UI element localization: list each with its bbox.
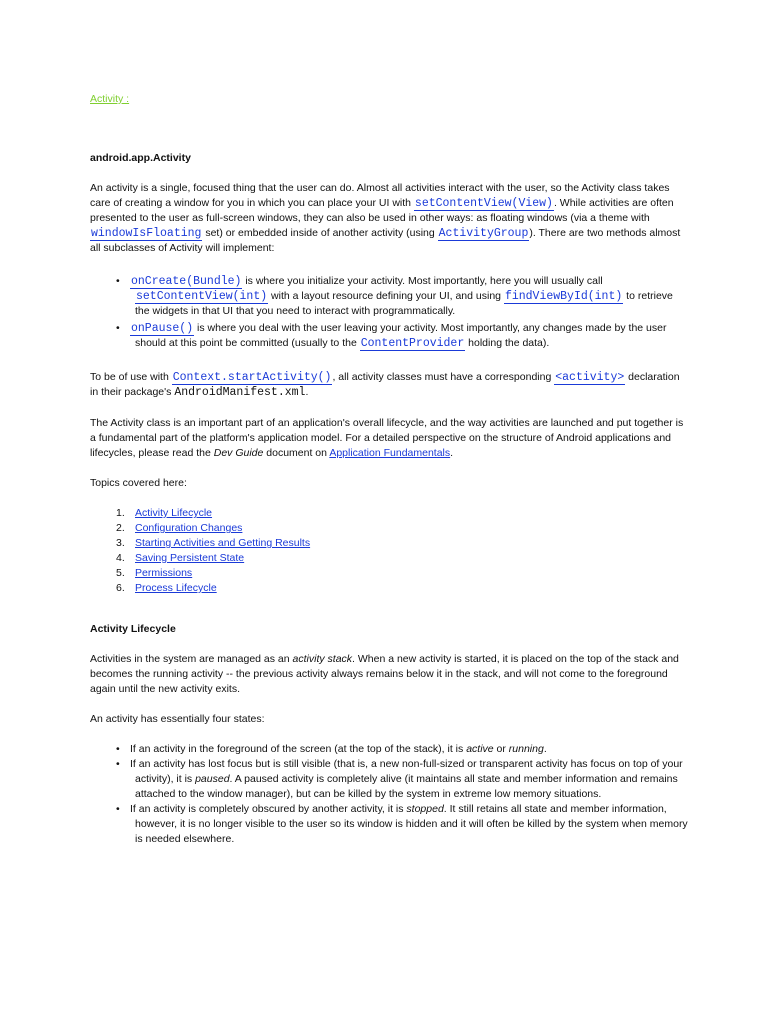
context-text: declaration in their package's bbox=[90, 371, 680, 398]
class-heading: android.app.Activity bbox=[90, 152, 191, 164]
state-text: If an activity has lost focus but is still visible (that is, a new non-full-sized or transparent activity has focus on top of your activity), it is bbox=[130, 758, 683, 785]
title-link[interactable]: Activity : bbox=[90, 93, 130, 105]
state-text: . It still retains all state and member information, however, it is no longer visible to the user so its window is hidden and it will often be killed by the system when memory is needed elsewhere. bbox=[135, 803, 688, 845]
section-heading: Activity Lifecycle bbox=[90, 623, 176, 635]
bullet-icon: • bbox=[116, 758, 120, 770]
page-title bbox=[90, 92, 690, 107]
activity-stack-text: activity stack bbox=[292, 653, 353, 665]
stack-paragraph bbox=[90, 652, 690, 697]
bullet-icon: • bbox=[116, 275, 120, 287]
method-text: to retrieve the widgets in that UI that you need to interact with programmatically. bbox=[135, 290, 673, 317]
topics-list bbox=[90, 506, 690, 596]
method-text: is where you deal with the user leaving your activity. Most importantly, any changes made by the user should at this point be committed (usually to the bbox=[135, 322, 667, 349]
list-item bbox=[90, 321, 690, 351]
setcontentview-int-link[interactable]: setContentView(int) bbox=[136, 290, 268, 303]
list-number: 6. bbox=[116, 582, 125, 594]
bullet-icon: • bbox=[116, 322, 120, 334]
bullet-icon: • bbox=[116, 803, 120, 815]
context-text: To be of use with bbox=[90, 371, 172, 383]
state-text: . bbox=[543, 743, 547, 755]
activity-tag-link[interactable]: <activity> bbox=[555, 371, 625, 384]
list-item bbox=[90, 536, 690, 551]
list-item bbox=[90, 802, 690, 847]
stack-text: . When a new activity is started, it is placed on the top of the stack and becomes the running activity -- the previous activity always remains below it in the stack, and will not come to the foreground again until the new activity exits. bbox=[90, 653, 679, 695]
manifest-filename: AndroidManifest.xml bbox=[174, 386, 306, 399]
oncreate-link[interactable]: onCreate(Bundle) bbox=[131, 275, 242, 288]
states-list bbox=[90, 742, 690, 847]
topic-link-activity-lifecycle[interactable]: Activity Lifecycle bbox=[135, 507, 213, 519]
state-emphasis: stopped bbox=[406, 803, 444, 815]
state-text: . A paused activity is completely alive (it maintains all state and member information and remains attached to the window manager), but can be killed by the system in extreme low memory situations. bbox=[135, 773, 678, 800]
list-item bbox=[90, 581, 690, 596]
application-fundamentals-link[interactable]: Application Fundamentals bbox=[329, 447, 451, 459]
state-text: If an activity in the foreground of the screen (at the top of the stack), it is bbox=[130, 743, 467, 755]
state-emphasis: active bbox=[466, 743, 494, 755]
method-text: holding the data). bbox=[465, 337, 550, 349]
list-item bbox=[90, 742, 690, 757]
findviewbyid-link[interactable]: findViewById(int) bbox=[504, 290, 623, 303]
list-item bbox=[90, 566, 690, 581]
startactivity-link[interactable]: Context.startActivity() bbox=[172, 371, 332, 384]
list-number: 4. bbox=[116, 552, 125, 564]
windowisfloating-link[interactable]: windowIsFloating bbox=[91, 227, 202, 240]
states-label: An activity has essentially four states: bbox=[90, 713, 265, 725]
method-text: with a layout resource defining your UI, and using bbox=[268, 290, 504, 302]
topic-link-process-lifecycle[interactable]: Process Lifecycle bbox=[135, 582, 217, 594]
activitygroup-link[interactable]: ActivityGroup bbox=[438, 227, 529, 240]
methods-list bbox=[90, 274, 690, 351]
onpause-link[interactable]: onPause() bbox=[131, 322, 194, 335]
contentprovider-link[interactable]: ContentProvider bbox=[360, 337, 465, 350]
list-item bbox=[90, 274, 690, 319]
list-item bbox=[90, 506, 690, 521]
state-emphasis: running bbox=[508, 743, 544, 755]
lifecycle-paragraph bbox=[90, 416, 690, 461]
topic-link-starting-activities[interactable]: Starting Activities and Getting Results bbox=[135, 537, 311, 549]
list-number: 1. bbox=[116, 507, 125, 519]
list-item bbox=[90, 521, 690, 536]
context-paragraph bbox=[90, 370, 690, 400]
setcontentview-view-link[interactable]: setContentView(View) bbox=[414, 197, 553, 210]
list-item bbox=[90, 757, 690, 802]
list-number: 5. bbox=[116, 567, 125, 579]
intro-paragraph bbox=[90, 181, 690, 256]
lifecycle-text: . bbox=[450, 447, 454, 459]
topic-link-configuration-changes[interactable]: Configuration Changes bbox=[135, 522, 243, 534]
state-text: If an activity is completely obscured by another activity, it is bbox=[130, 803, 407, 815]
intro-text-1: An activity is a single, focused thing that the user can do. Almost all activities interact with the user, so the Activity class takes care of creating a window for you in which you can place your UI with bbox=[90, 182, 670, 209]
intro-text-4: ). There are two methods almost all subclasses of Activity will implement: bbox=[90, 227, 681, 254]
bullet-icon: • bbox=[116, 743, 120, 755]
stack-text: Activities in the system are managed as an bbox=[90, 653, 293, 665]
state-emphasis: paused bbox=[195, 773, 230, 785]
method-text: is where you initialize your activity. Most importantly, here you will usually call bbox=[242, 275, 603, 287]
intro-text-2: . While activities are often presented to the user as full-screen windows, they can also be used in other ways: as floating windows (via a theme with bbox=[90, 197, 674, 224]
intro-text-3: set) or embedded inside of another activity (using bbox=[202, 227, 438, 239]
dev-guide-text: Dev Guide bbox=[213, 447, 264, 459]
topics-label: Topics covered here: bbox=[90, 477, 187, 489]
list-number: 3. bbox=[116, 537, 125, 549]
topic-link-saving-persistent-state[interactable]: Saving Persistent State bbox=[135, 552, 245, 564]
context-text: . bbox=[305, 386, 309, 398]
topic-link-permissions[interactable]: Permissions bbox=[135, 567, 193, 579]
list-number: 2. bbox=[116, 522, 125, 534]
lifecycle-text: The Activity class is an important part of an application's overall lifecycle, and the way activities are launched and put together is a fundamental part of the platform's application model. For a detailed perspective on the structure of Android applications and lifecycles, please read the bbox=[90, 417, 684, 459]
lifecycle-text: document on bbox=[263, 447, 330, 459]
state-text: or bbox=[493, 743, 509, 755]
context-text: , all activity classes must have a corresponding bbox=[332, 371, 555, 383]
list-item bbox=[90, 551, 690, 566]
